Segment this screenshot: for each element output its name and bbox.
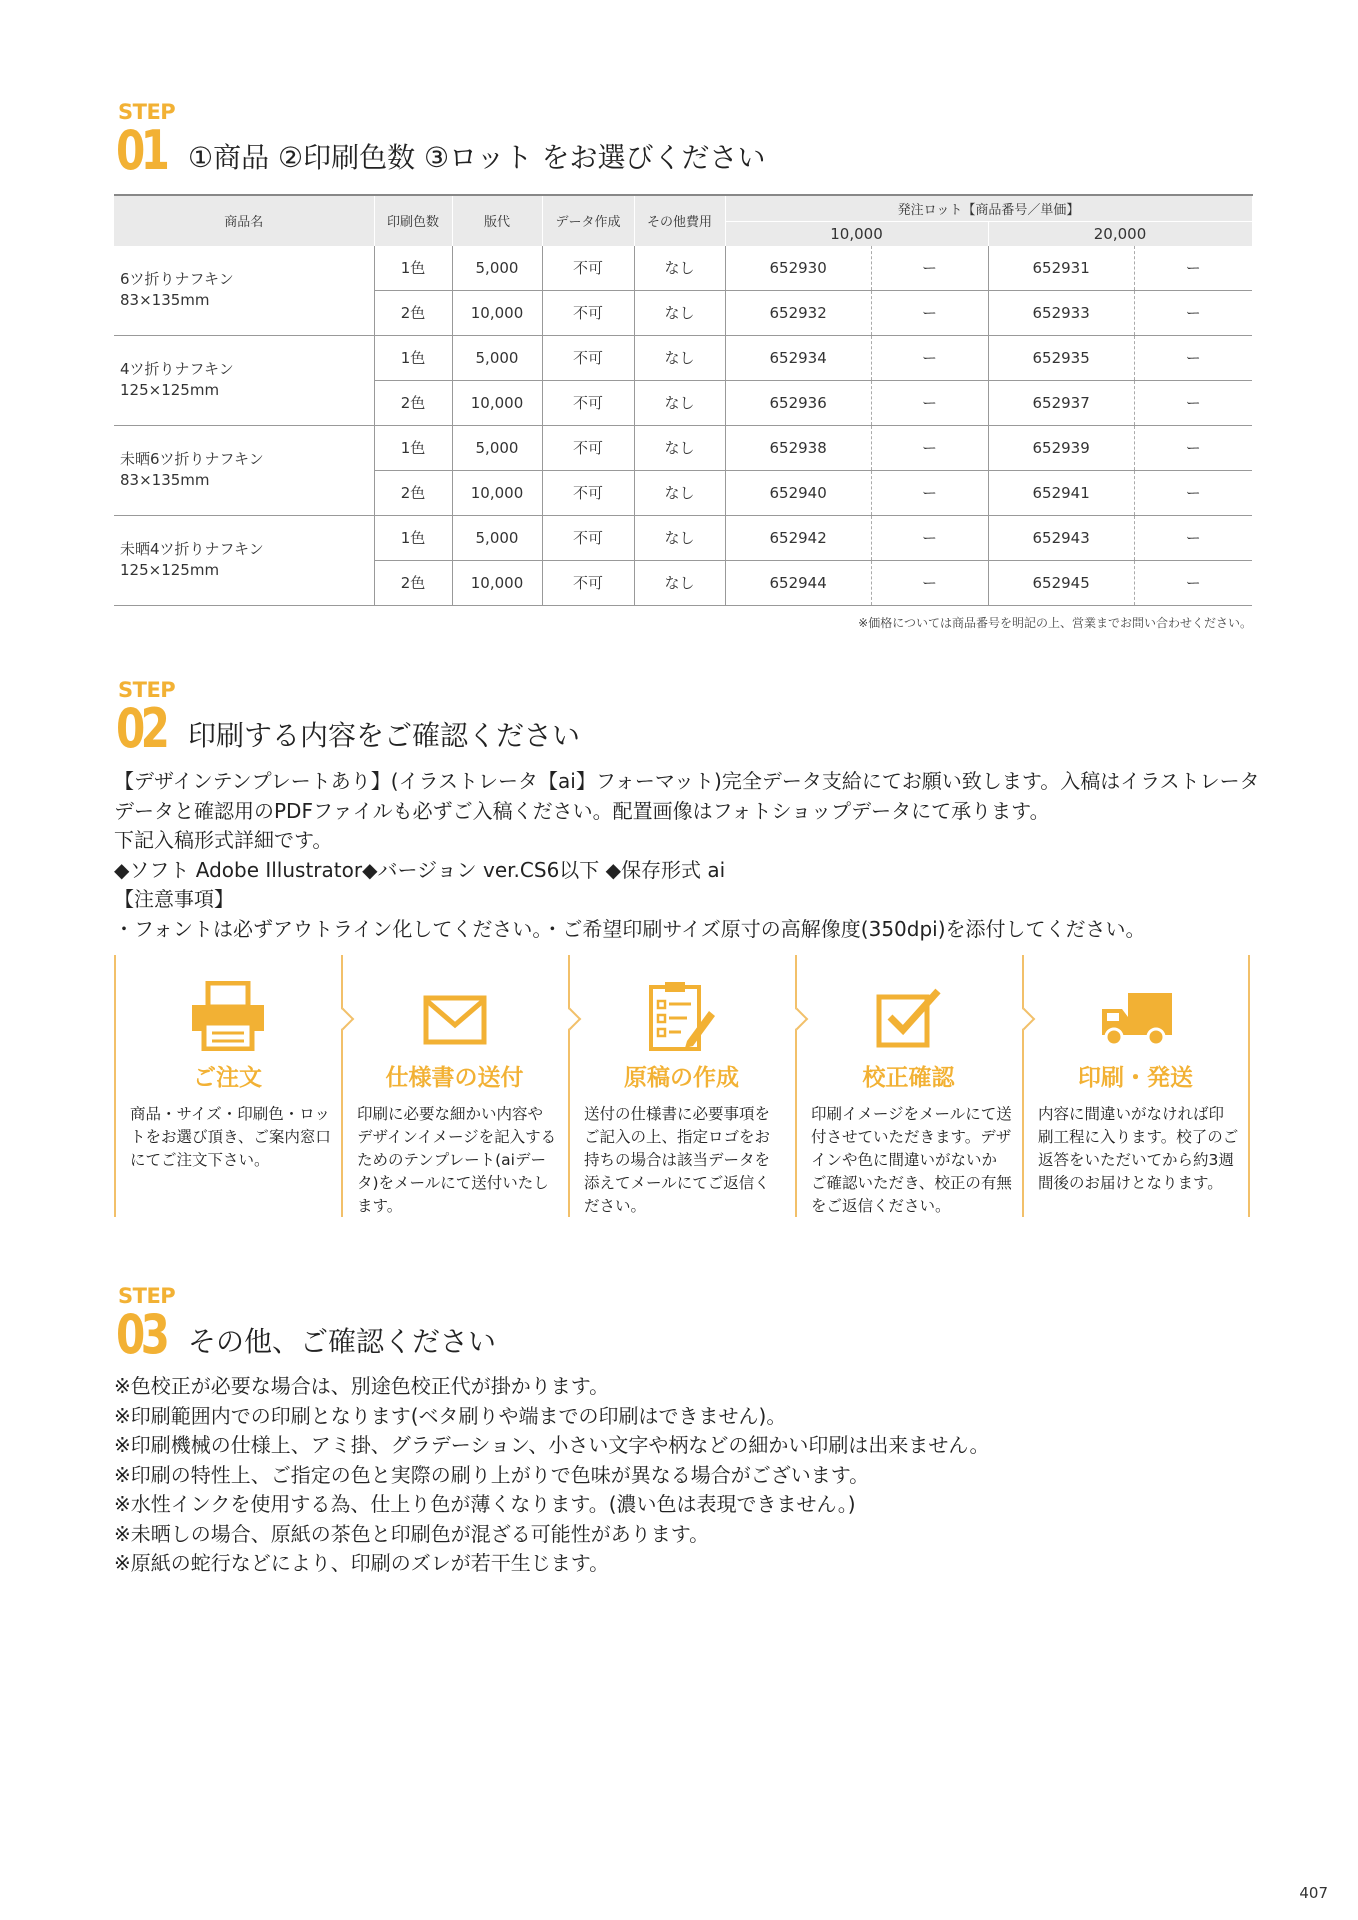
plate-fee-cell: 10,000 xyxy=(452,560,542,605)
header-lot-10000: 10,000 xyxy=(725,221,988,246)
plate-fee-cell: 10,000 xyxy=(452,290,542,335)
note-item: ※印刷機械の仕様上、アミ掛、グラデーション、小さい文字や柄などの細かい印刷は出来ません。 xyxy=(114,1433,990,1457)
step-title: ①商品 ②印刷色数 ③ロット をお選びください xyxy=(188,141,766,174)
product-name: 未晒4ツ折りナフキン xyxy=(120,540,264,558)
other-fee-cell: なし xyxy=(634,335,725,380)
unit-price-cell: ー xyxy=(871,290,988,335)
flow-step-draft xyxy=(568,955,795,1217)
product-code-cell: 652935 xyxy=(988,335,1134,380)
unit-price-cell: ー xyxy=(871,515,988,560)
unit-price-cell: ー xyxy=(871,246,988,291)
product-code-cell: 652936 xyxy=(725,380,871,425)
print-colors-cell: 2色 xyxy=(374,470,452,515)
product-code-cell: 652944 xyxy=(725,560,871,605)
print-colors-cell: 1色 xyxy=(374,335,452,380)
other-fee-cell: なし xyxy=(634,560,725,605)
product-code-cell: 652939 xyxy=(988,425,1134,470)
unit-price-cell: ー xyxy=(871,470,988,515)
checkbox-icon xyxy=(795,981,1022,1059)
clipboard-icon xyxy=(568,981,795,1059)
flow-step-shipping xyxy=(1022,955,1249,1217)
table-body xyxy=(114,246,1252,606)
header-data: データ作成 xyxy=(542,195,634,246)
product-code-cell: 652945 xyxy=(988,560,1134,605)
product-code-cell: 652937 xyxy=(988,380,1134,425)
product-name-cell xyxy=(114,335,374,425)
product-code-cell: 652931 xyxy=(988,246,1134,291)
product-size: 125×125mm xyxy=(120,561,220,579)
flow-step-title: 校正確認 xyxy=(862,1065,955,1091)
table-row xyxy=(114,425,1252,470)
unit-price-cell: ー xyxy=(871,335,988,380)
page-number: 407 xyxy=(1299,1884,1328,1902)
other-fee-cell: なし xyxy=(634,425,725,470)
product-name: 6ツ折りナフキン xyxy=(120,270,234,288)
unit-price-cell: ー xyxy=(1134,380,1252,425)
instruction-line: ◆ソフト Adobe Illustrator◆バージョン ver.CS6以下 ◆保存形式 ai xyxy=(114,857,726,882)
step-number: 01 xyxy=(116,119,166,182)
flow-step-order xyxy=(114,955,341,1217)
header-lot: 発注ロット【商品番号／単価】 xyxy=(725,195,1252,221)
data-creation-cell: 不可 xyxy=(542,335,634,380)
product-code-cell: 652941 xyxy=(988,470,1134,515)
product-code-cell: 652932 xyxy=(725,290,871,335)
plate-fee-cell: 5,000 xyxy=(452,425,542,470)
table-row xyxy=(114,246,1252,291)
flow-step-description: 内容に間違いがなければ印刷工程に入ります。校了のご返答をいただいてから約3週間後のお届けとなります。 xyxy=(1038,1105,1239,1192)
flow-step-description: 印刷に必要な細かい内容やデザインイメージを記入するためのテンプレート(aiデータ)をメールにて送付いたします。 xyxy=(357,1105,557,1215)
unit-price-cell: ー xyxy=(1134,515,1252,560)
unit-price-cell: ー xyxy=(871,425,988,470)
unit-price-cell: ー xyxy=(1134,290,1252,335)
unit-price-cell: ー xyxy=(1134,560,1252,605)
product-name-cell xyxy=(114,246,374,336)
note-item: ※印刷の特性上、ご指定の色と実際の刷り上がりで色味が異なる場合がございます。 xyxy=(114,1462,870,1487)
flow-step-proof xyxy=(795,955,1022,1217)
unit-price-cell: ー xyxy=(1134,425,1252,470)
envelope-icon xyxy=(341,981,568,1059)
product-code-cell: 652934 xyxy=(725,335,871,380)
step-label: STEP xyxy=(118,1284,176,1308)
header-plate: 版代 xyxy=(452,195,542,246)
table-row xyxy=(114,515,1252,560)
plate-fee-cell: 5,000 xyxy=(452,246,542,291)
note-item: ※未晒しの場合、原紙の茶色と印刷色が混ざる可能性があります。 xyxy=(114,1521,710,1546)
product-name: 4ツ折りナフキン xyxy=(120,360,234,378)
print-colors-cell: 1色 xyxy=(374,515,452,560)
flow-step-spec xyxy=(341,955,568,1217)
product-size: 83×135mm xyxy=(120,291,210,309)
table-note: ※価格については商品番号を明記の上、営業までお問い合わせください。 xyxy=(858,616,1252,630)
header-product: 商品名 xyxy=(114,195,374,246)
unit-price-cell: ー xyxy=(1134,246,1252,291)
data-creation-cell: 不可 xyxy=(542,290,634,335)
product-code-cell: 652930 xyxy=(725,246,871,291)
step-title: 印刷する内容をご確認ください xyxy=(188,719,581,752)
product-code-cell: 652938 xyxy=(725,425,871,470)
step-number: 02 xyxy=(116,697,166,760)
note-item: ※色校正が必要な場合は、別途色校正代が掛かります。 xyxy=(114,1374,610,1398)
flow-step-title: ご注文 xyxy=(193,1065,262,1091)
print-colors-cell: 1色 xyxy=(374,246,452,291)
order-flow xyxy=(114,955,1250,1217)
unit-price-cell: ー xyxy=(871,380,988,425)
step-label: STEP xyxy=(118,100,176,124)
note-item: ※原紙の蛇行などにより、印刷のズレが若干生じます。 xyxy=(114,1551,610,1575)
note-item: ※水性インクを使用する為、仕上り色が薄くなります。(濃い色は表現できません。) xyxy=(114,1492,856,1516)
data-creation-cell: 不可 xyxy=(542,425,634,470)
truck-icon xyxy=(1022,981,1249,1059)
plate-fee-cell: 5,000 xyxy=(452,515,542,560)
header-other: その他費用 xyxy=(634,195,725,246)
product-code-cell: 652933 xyxy=(988,290,1134,335)
instruction-line: データと確認用のPDFファイルも必ずご入稿ください。配置画像はフォトショップデータにて承ります。 xyxy=(114,798,1050,823)
product-name: 未晒6ツ折りナフキン xyxy=(120,450,264,468)
flow-step-description: 商品・サイズ・印刷色・ロットをお選び頂き、ご案内窓口にてご注文下さい。 xyxy=(130,1105,331,1169)
product-name-cell xyxy=(114,515,374,605)
header-lot-20000: 20,000 xyxy=(988,221,1252,246)
product-size: 83×135mm xyxy=(120,471,210,489)
flow-step-title: 印刷・発送 xyxy=(1078,1065,1193,1091)
data-creation-cell: 不可 xyxy=(542,380,634,425)
plate-fee-cell: 5,000 xyxy=(452,335,542,380)
note-item: ※印刷範囲内での印刷となります(ベタ刷りや端までの印刷はできません)。 xyxy=(114,1403,787,1428)
lot-price-table xyxy=(114,194,1253,606)
step-title: その他、ご確認ください xyxy=(188,1325,497,1358)
header-colors: 印刷色数 xyxy=(374,195,452,246)
additional-notes xyxy=(114,1372,1264,1579)
flow-step-description: 送付の仕様書に必要事項をご記入の上、指定ロゴをお持ちの場合は該当データを添えてメールにてご返信ください。 xyxy=(584,1105,771,1215)
step-label: STEP xyxy=(118,678,176,702)
unit-price-cell: ー xyxy=(1134,470,1252,515)
plate-fee-cell: 10,000 xyxy=(452,470,542,515)
step-number: 03 xyxy=(116,1303,166,1366)
instruction-line: ・フォントは必ずアウトライン化してください。・ご希望印刷サイズ原寸の高解像度(350dpi)を添付してください。 xyxy=(114,916,1146,941)
product-code-cell: 652940 xyxy=(725,470,871,515)
submission-instructions xyxy=(114,767,1264,944)
print-colors-cell: 2色 xyxy=(374,380,452,425)
product-code-cell: 652943 xyxy=(988,515,1134,560)
product-code-cell: 652942 xyxy=(725,515,871,560)
data-creation-cell: 不可 xyxy=(542,470,634,515)
print-colors-cell: 2色 xyxy=(374,290,452,335)
other-fee-cell: なし xyxy=(634,380,725,425)
printer-icon xyxy=(114,981,341,1059)
instruction-line: 下記入稿形式詳細です。 xyxy=(114,828,333,852)
flow-step-title: 原稿の作成 xyxy=(624,1065,739,1091)
unit-price-cell: ー xyxy=(871,560,988,605)
flow-step-title: 仕様書の送付 xyxy=(385,1065,524,1091)
instruction-line: 【注意事項】 xyxy=(114,887,234,911)
plate-fee-cell: 10,000 xyxy=(452,380,542,425)
unit-price-cell: ー xyxy=(1134,335,1252,380)
data-creation-cell: 不可 xyxy=(542,560,634,605)
other-fee-cell: なし xyxy=(634,246,725,291)
other-fee-cell: なし xyxy=(634,515,725,560)
print-colors-cell: 1色 xyxy=(374,425,452,470)
data-creation-cell: 不可 xyxy=(542,515,634,560)
product-size: 125×125mm xyxy=(120,381,220,399)
table-row xyxy=(114,335,1252,380)
instruction-line: 【デザインテンプレートあり】(イラストレータ【ai】フォーマット)完全データ支給にてお願い致します。入稿はイラストレータ xyxy=(114,769,1260,793)
flow-step-description: 印刷イメージをメールにて送付させていただきます。デザインや色に間違いがないかご確認いただき、校正の有無をご返信ください。 xyxy=(811,1105,1012,1215)
product-name-cell xyxy=(114,425,374,515)
other-fee-cell: なし xyxy=(634,470,725,515)
print-colors-cell: 2色 xyxy=(374,560,452,605)
other-fee-cell: なし xyxy=(634,290,725,335)
data-creation-cell: 不可 xyxy=(542,246,634,291)
